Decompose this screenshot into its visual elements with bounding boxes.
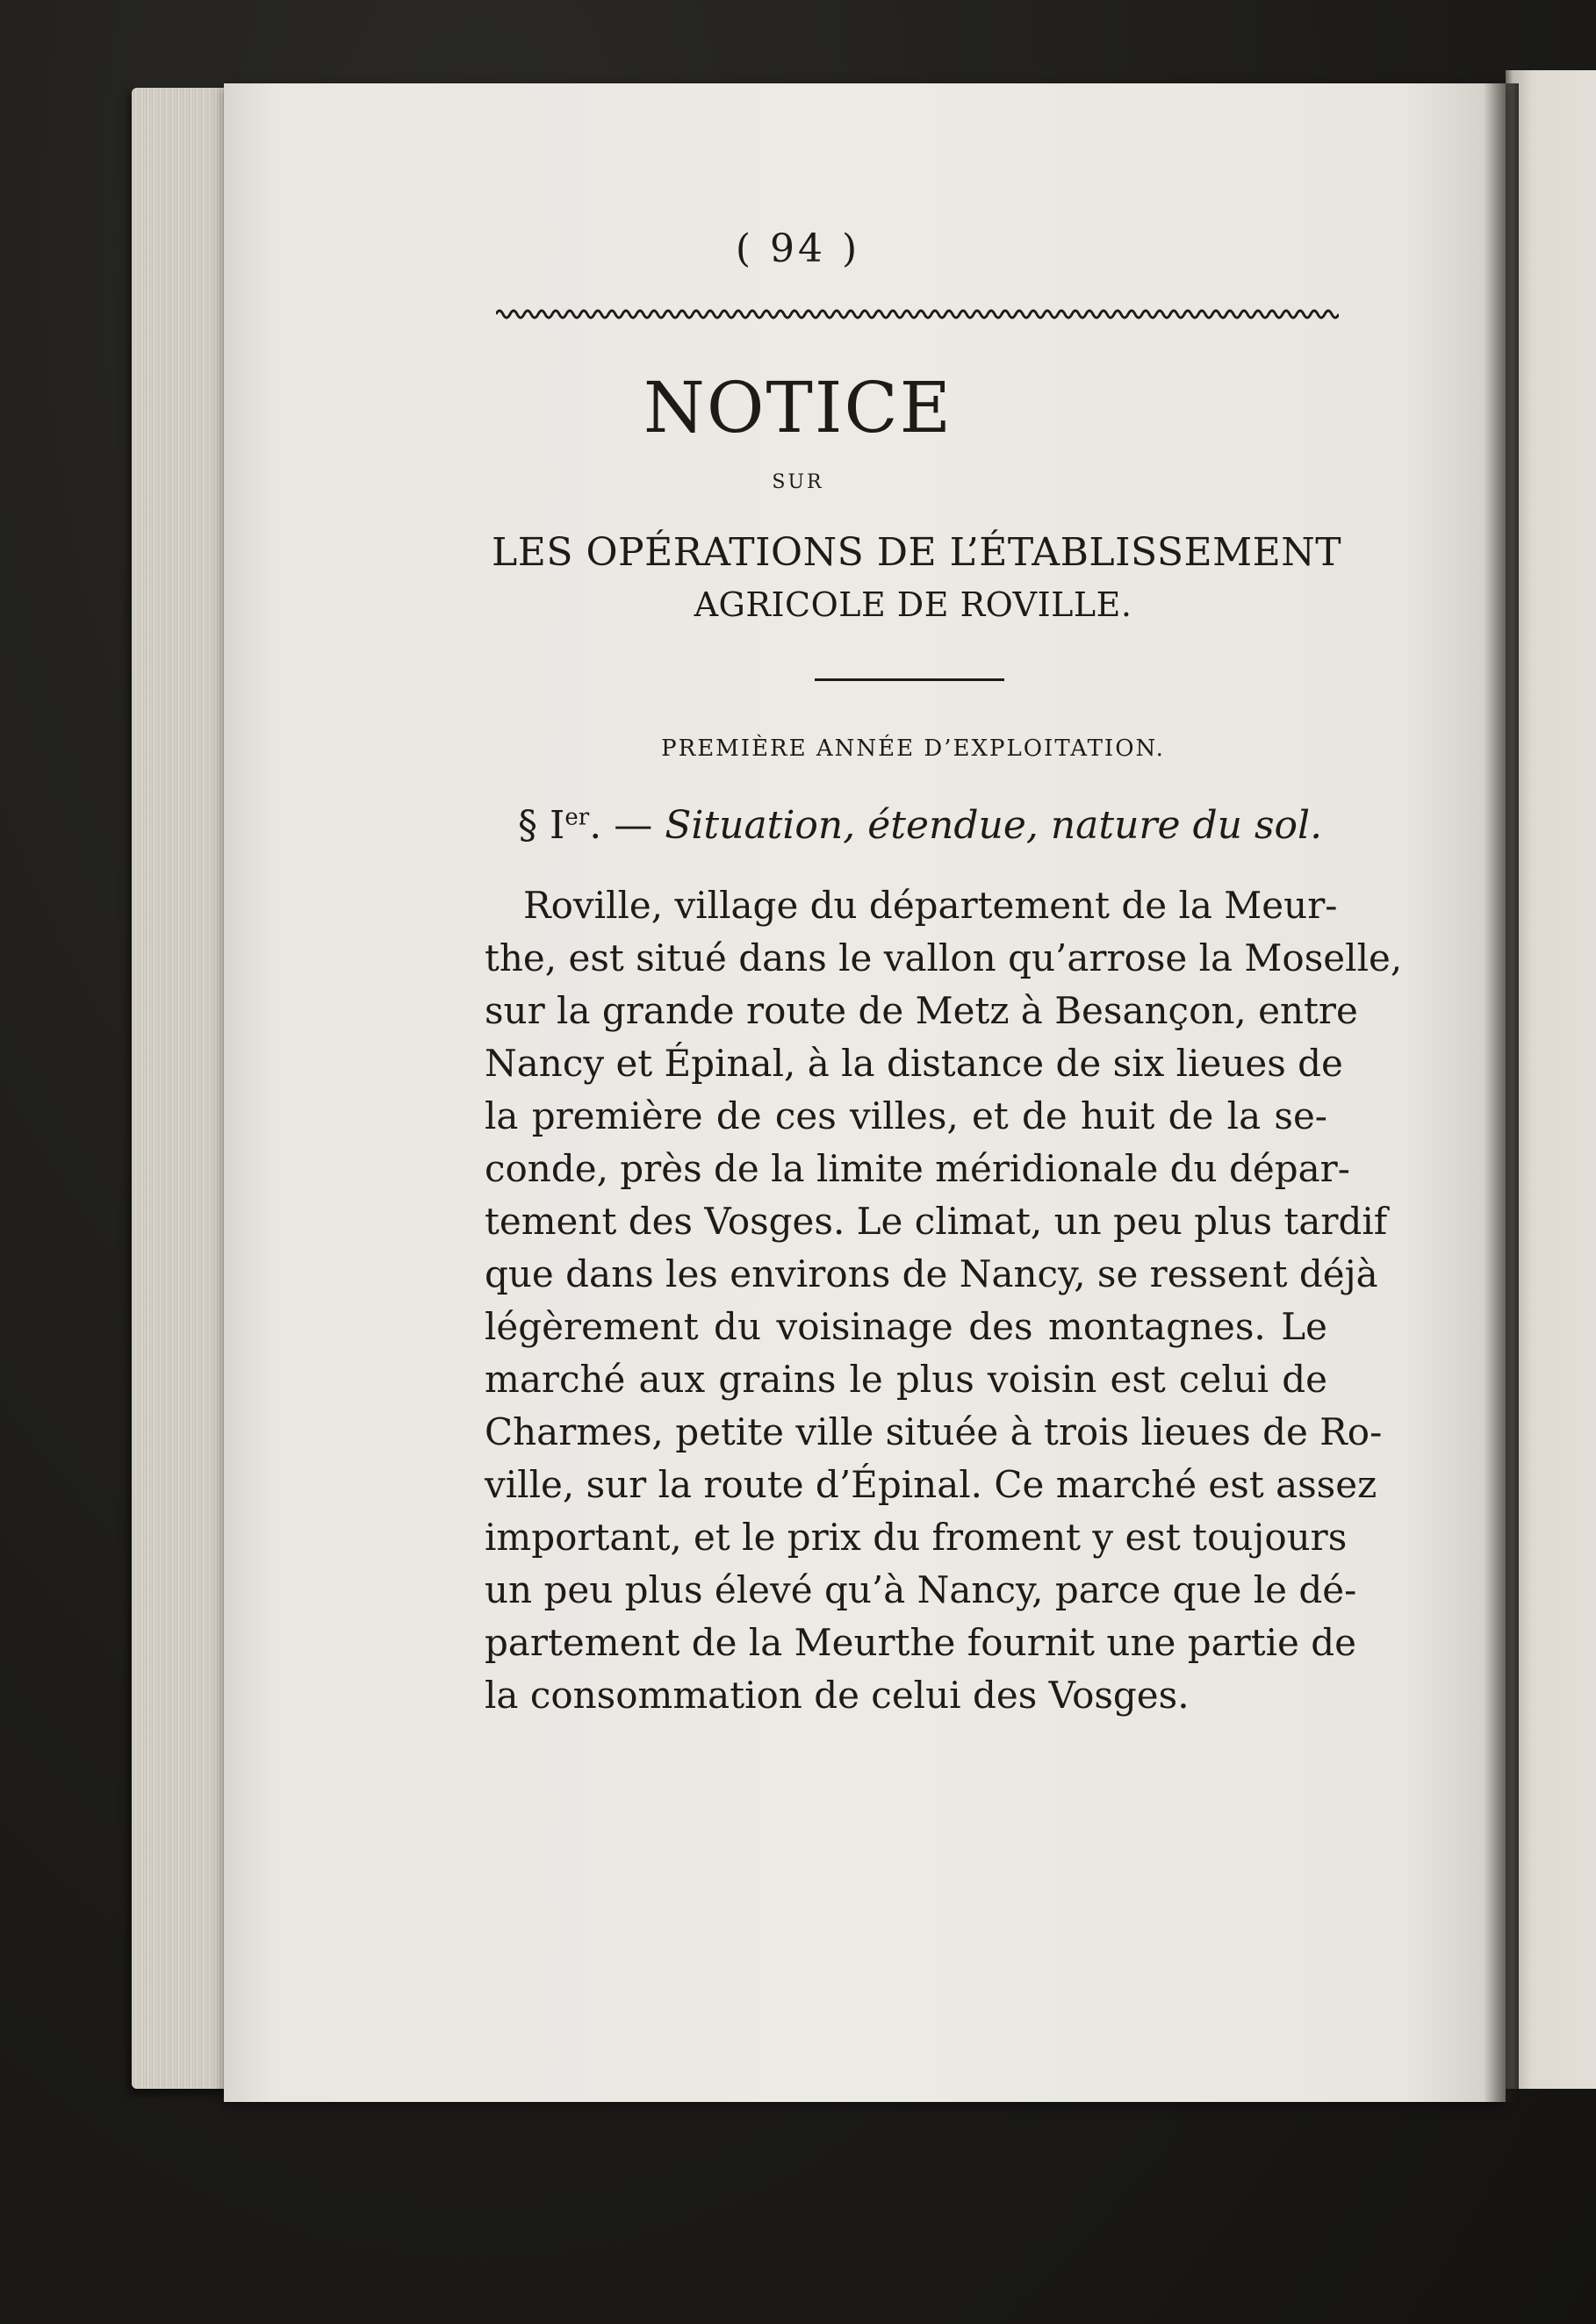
year-heading: PREMIÈRE ANNÉE D’EXPLOITATION. — [661, 735, 1165, 762]
page-number: ( 94 ) — [735, 226, 861, 271]
section-dash: . — — [589, 803, 653, 848]
body-line: ville, sur la route d’Épinal. Ce marché est assez — [485, 1463, 1377, 1506]
ornamental-wavy-rule — [496, 305, 1339, 323]
body-line: la première de ces villes, et de huit de la se- — [485, 1094, 1327, 1137]
section-heading — [518, 803, 1326, 848]
section-numeral: I — [550, 803, 565, 848]
body-paragraph — [485, 879, 1403, 1722]
sur-label: SUR — [772, 471, 824, 493]
body-line: marché aux grains le plus voisin est celui de — [485, 1358, 1327, 1401]
body-line: Nancy et Épinal, à la distance de six lieues de — [485, 1042, 1343, 1085]
body-line: conde, près de la limite méridionale du dépar- — [485, 1147, 1350, 1190]
section-numeral-sup: er — [564, 804, 590, 831]
notice-title: NOTICE — [643, 367, 953, 448]
body-line: tement des Vosges. Le climat, un peu plus tardif — [485, 1200, 1388, 1243]
body-line: la consommation de celui des Vosges. — [485, 1674, 1190, 1717]
body-line: important, et le prix du froment y est toujours — [485, 1516, 1348, 1559]
body-line: Roville, village du département de la Meur- — [523, 884, 1338, 927]
body-line: the, est situé dans le vallon qu’arrose la Moselle, — [485, 936, 1403, 979]
body-line: que dans les environs de Nancy, se ressent déjà — [485, 1252, 1378, 1295]
section-title: Situation, étendue, nature du sol. — [665, 803, 1323, 848]
subtitle-line-1: LES OPÉRATIONS DE L’ÉTABLISSEMENT — [492, 530, 1342, 575]
body-line: Charmes, petite ville située à trois lieues de Ro- — [485, 1410, 1383, 1453]
body-line: sur la grande route de Metz à Besançon, entre — [485, 989, 1358, 1032]
body-line: légèrement du voisinage des montagnes. Le — [485, 1305, 1327, 1348]
body-line: partement de la Meurthe fournit une partie de — [485, 1621, 1356, 1664]
body-line: un peu plus élevé qu’à Nancy, parce que le dé- — [485, 1568, 1357, 1611]
short-divider-rule — [815, 678, 1004, 681]
section-symbol: § — [518, 803, 537, 848]
subtitle-line-2: AGRICOLE DE ROVILLE. — [694, 585, 1132, 624]
